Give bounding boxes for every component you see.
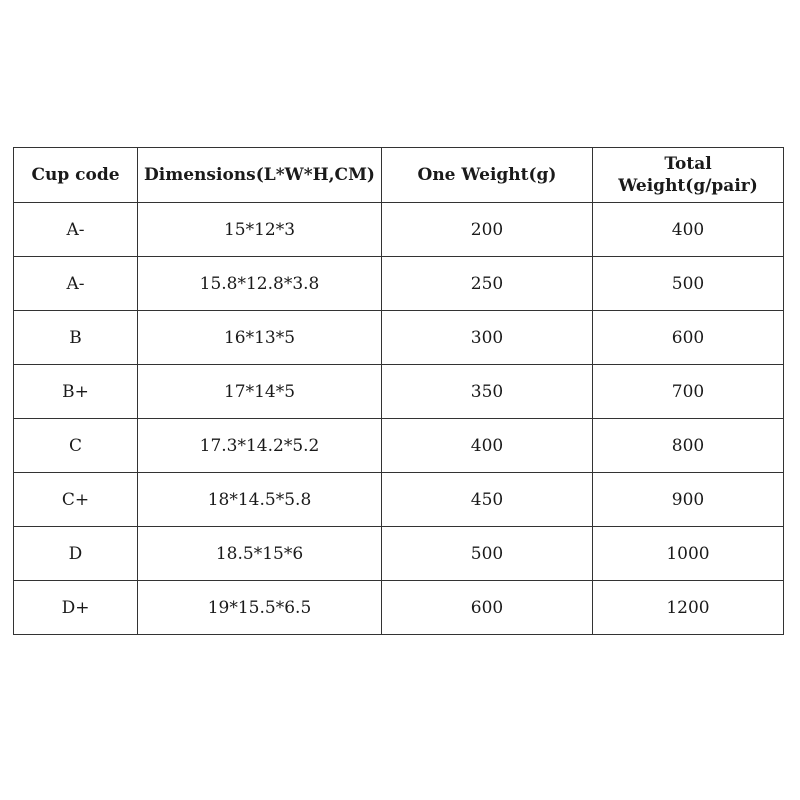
cell-one-weight: 300 [382, 311, 593, 365]
cell-dimensions: 17.3*14.2*5.2 [138, 419, 382, 473]
table-row [14, 365, 784, 419]
cell-one-weight: 350 [382, 365, 593, 419]
cell-dimensions: 15*12*3 [138, 203, 382, 257]
cell-dimensions: 16*13*5 [138, 311, 382, 365]
cell-cup-code: A- [14, 257, 138, 311]
table-header-row [14, 148, 784, 203]
cell-one-weight: 400 [382, 419, 593, 473]
cell-cup-code: D [14, 527, 138, 581]
cell-cup-code: A- [14, 203, 138, 257]
header-cup-code: Cup code [14, 148, 138, 203]
cell-total-weight: 700 [593, 365, 784, 419]
table-row [14, 419, 784, 473]
cell-one-weight: 200 [382, 203, 593, 257]
cell-one-weight: 600 [382, 581, 593, 635]
cell-dimensions: 18*14.5*5.8 [138, 473, 382, 527]
table-row [14, 581, 784, 635]
table-row [14, 203, 784, 257]
table-row [14, 473, 784, 527]
cell-cup-code: C+ [14, 473, 138, 527]
table-row [14, 257, 784, 311]
cell-one-weight: 500 [382, 527, 593, 581]
cell-dimensions: 18.5*15*6 [138, 527, 382, 581]
header-dimensions: Dimensions(L*W*H,CM) [138, 148, 382, 203]
cell-cup-code: C [14, 419, 138, 473]
header-total-weight-line2: Weight(g/pair) [618, 176, 758, 196]
cell-total-weight: 800 [593, 419, 784, 473]
table-row [14, 527, 784, 581]
header-total-weight-line1: Total [664, 154, 712, 174]
cell-total-weight: 600 [593, 311, 784, 365]
cell-dimensions: 17*14*5 [138, 365, 382, 419]
cell-one-weight: 450 [382, 473, 593, 527]
cell-total-weight: 1000 [593, 527, 784, 581]
cell-total-weight: 500 [593, 257, 784, 311]
cell-one-weight: 250 [382, 257, 593, 311]
cell-total-weight: 900 [593, 473, 784, 527]
cell-total-weight: 1200 [593, 581, 784, 635]
cell-total-weight: 400 [593, 203, 784, 257]
cell-dimensions: 19*15.5*6.5 [138, 581, 382, 635]
table-row [14, 311, 784, 365]
header-one-weight: One Weight(g) [382, 148, 593, 203]
cell-cup-code: B [14, 311, 138, 365]
cell-dimensions: 15.8*12.8*3.8 [138, 257, 382, 311]
cell-cup-code: D+ [14, 581, 138, 635]
header-total-weight [593, 148, 784, 203]
size-table [13, 147, 784, 635]
cell-cup-code: B+ [14, 365, 138, 419]
